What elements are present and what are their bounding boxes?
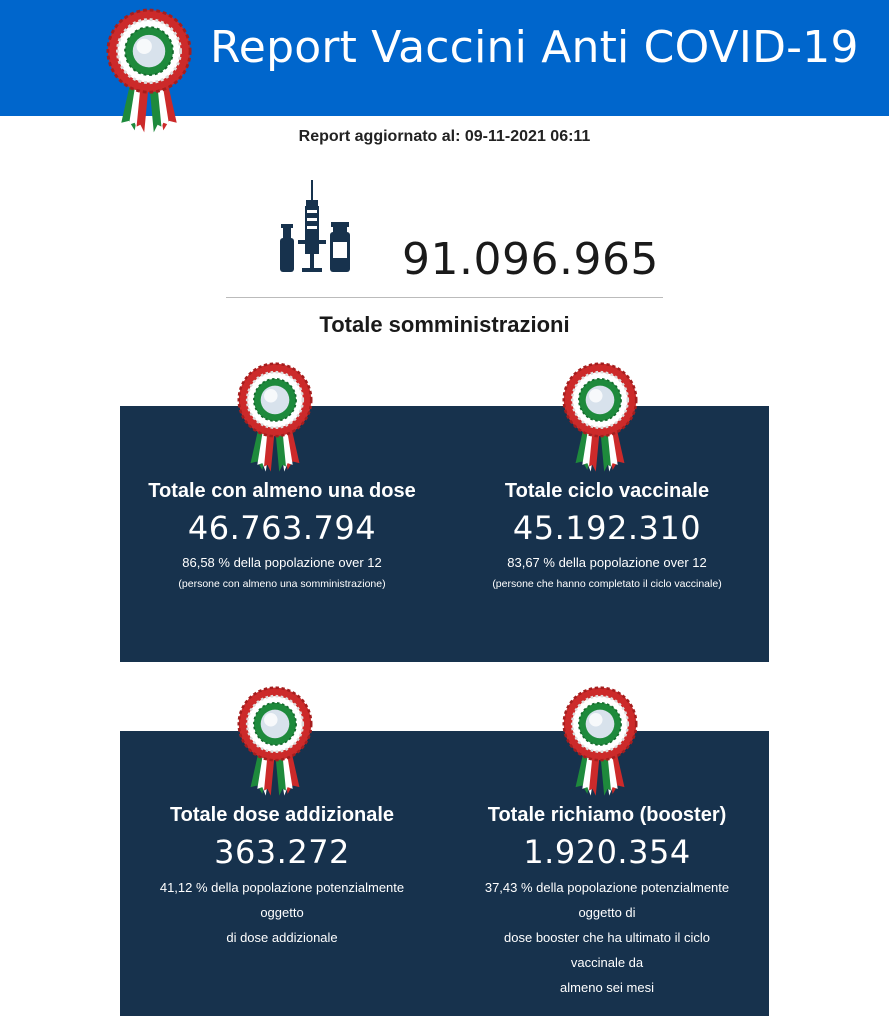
card-note: (persone con almeno una somministrazione) bbox=[178, 578, 386, 590]
card-full-cycle bbox=[445, 480, 769, 591]
card-additional-dose bbox=[120, 804, 444, 950]
vaccine-vials-icon bbox=[276, 180, 352, 283]
card-title: Totale dose addizionale bbox=[169, 804, 395, 826]
card-line: oggetto bbox=[260, 905, 304, 920]
report-updated-label: Report aggiornato al: 09-11-2021 06:11 bbox=[298, 128, 591, 145]
card-title: Totale richiamo (booster) bbox=[487, 804, 727, 826]
cockade-icon bbox=[236, 686, 314, 804]
card-title: Totale con almeno una dose bbox=[148, 480, 416, 502]
card-line: 37,43 % della popolazione potenzialmente bbox=[484, 880, 730, 895]
card-line: oggetto di bbox=[578, 905, 636, 920]
cockade-icon bbox=[561, 686, 639, 804]
card-line: dose booster che ha ultimato il ciclo bbox=[504, 930, 710, 945]
card-percent: 83,67 % della popolazione over 12 bbox=[507, 555, 707, 570]
card-value: 46.763.794 bbox=[187, 509, 377, 547]
cockade-icon bbox=[561, 362, 639, 480]
total-administrations-value: 91.096.965 bbox=[402, 234, 659, 285]
page-title: Report Vaccini Anti COVID-19 bbox=[210, 22, 859, 73]
cockade-icon bbox=[106, 8, 192, 142]
card-first-dose bbox=[120, 480, 444, 591]
card-percent: 86,58 % della popolazione over 12 bbox=[182, 555, 382, 570]
card-line: di dose addizionale bbox=[226, 930, 338, 945]
card-value: 1.920.354 bbox=[523, 833, 691, 871]
card-line: almeno sei mesi bbox=[560, 980, 654, 995]
card-title: Totale ciclo vaccinale bbox=[504, 480, 710, 502]
card-line: vaccinale da bbox=[570, 955, 644, 970]
total-section bbox=[226, 176, 663, 298]
card-booster bbox=[445, 804, 769, 1000]
card-value: 363.272 bbox=[214, 833, 350, 871]
cockade-icon bbox=[236, 362, 314, 480]
card-note: (persone che hanno completato il ciclo vaccinale) bbox=[492, 578, 722, 590]
header-bar bbox=[0, 0, 889, 116]
total-administrations-label: Totale somministrazioni bbox=[319, 312, 570, 337]
card-value: 45.192.310 bbox=[512, 509, 702, 547]
card-line: 41,12 % della popolazione potenzialmente bbox=[159, 880, 405, 895]
